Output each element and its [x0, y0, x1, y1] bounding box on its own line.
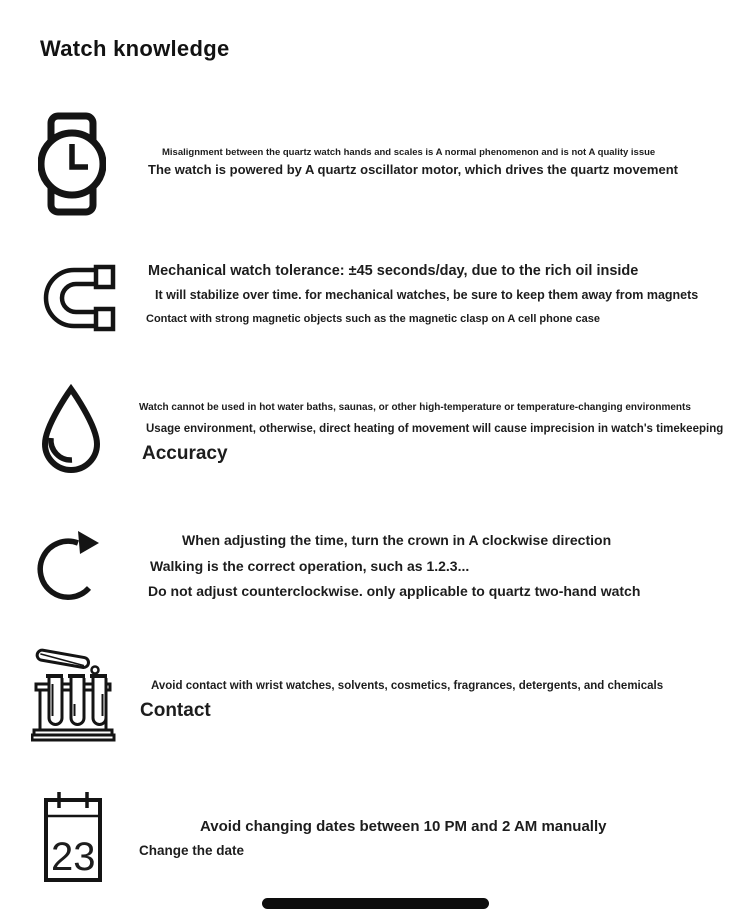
magnet-icon: [38, 262, 116, 334]
test-tubes-icon: [31, 642, 116, 744]
section-1-note: Misalignment between the quartz watch hands and scales is A normal phenomenon and is not A quality issue: [162, 147, 656, 158]
section-3-headline: Accuracy: [142, 443, 228, 464]
page-title: Watch knowledge: [40, 36, 230, 61]
section-6-text: Change the date: [139, 843, 245, 858]
home-indicator-bar[interactable]: [262, 898, 489, 909]
watch-icon: [38, 112, 106, 216]
section-2-headline: Mechanical watch tolerance: ±45 seconds/day, due to the rich oil inside: [148, 263, 639, 279]
section-3-text: Usage environment, otherwise, direct heating of movement will cause imprecision in watch's timekeeping: [146, 423, 724, 435]
section-1-text: The watch is powered by A quartz oscillator motor, which drives the quartz movement: [148, 162, 678, 177]
section-3-note: Watch cannot be used in hot water baths, saunas, or other high-temperature or temperature-changing environments: [139, 402, 691, 413]
clockwise-arrow-icon: [36, 523, 106, 609]
section-2-note: Contact with strong magnetic objects such as the magnetic clasp on A cell phone case: [146, 313, 600, 325]
section-4-note: Do not adjust counterclockwise. only applicable to quartz two-hand watch: [148, 583, 641, 599]
section-5-headline: Contact: [140, 700, 211, 721]
section-2-text: It will stabilize over time. for mechanical watches, be sure to keep them away from magnets: [155, 288, 699, 302]
section-4-headline: When adjusting the time, turn the crown in A clockwise direction: [182, 532, 612, 548]
water-drop-icon: [38, 383, 104, 477]
section-5-text: Avoid contact with wrist watches, solvents, cosmetics, fragrances, detergents, and chemicals: [151, 680, 664, 692]
calendar-icon: [40, 788, 105, 886]
section-4-text: Walking is the correct operation, such as 1.2.3...: [150, 558, 470, 574]
calendar-day: 23: [51, 835, 96, 879]
section-6-headline: Avoid changing dates between 10 PM and 2 AM manually: [200, 818, 607, 835]
